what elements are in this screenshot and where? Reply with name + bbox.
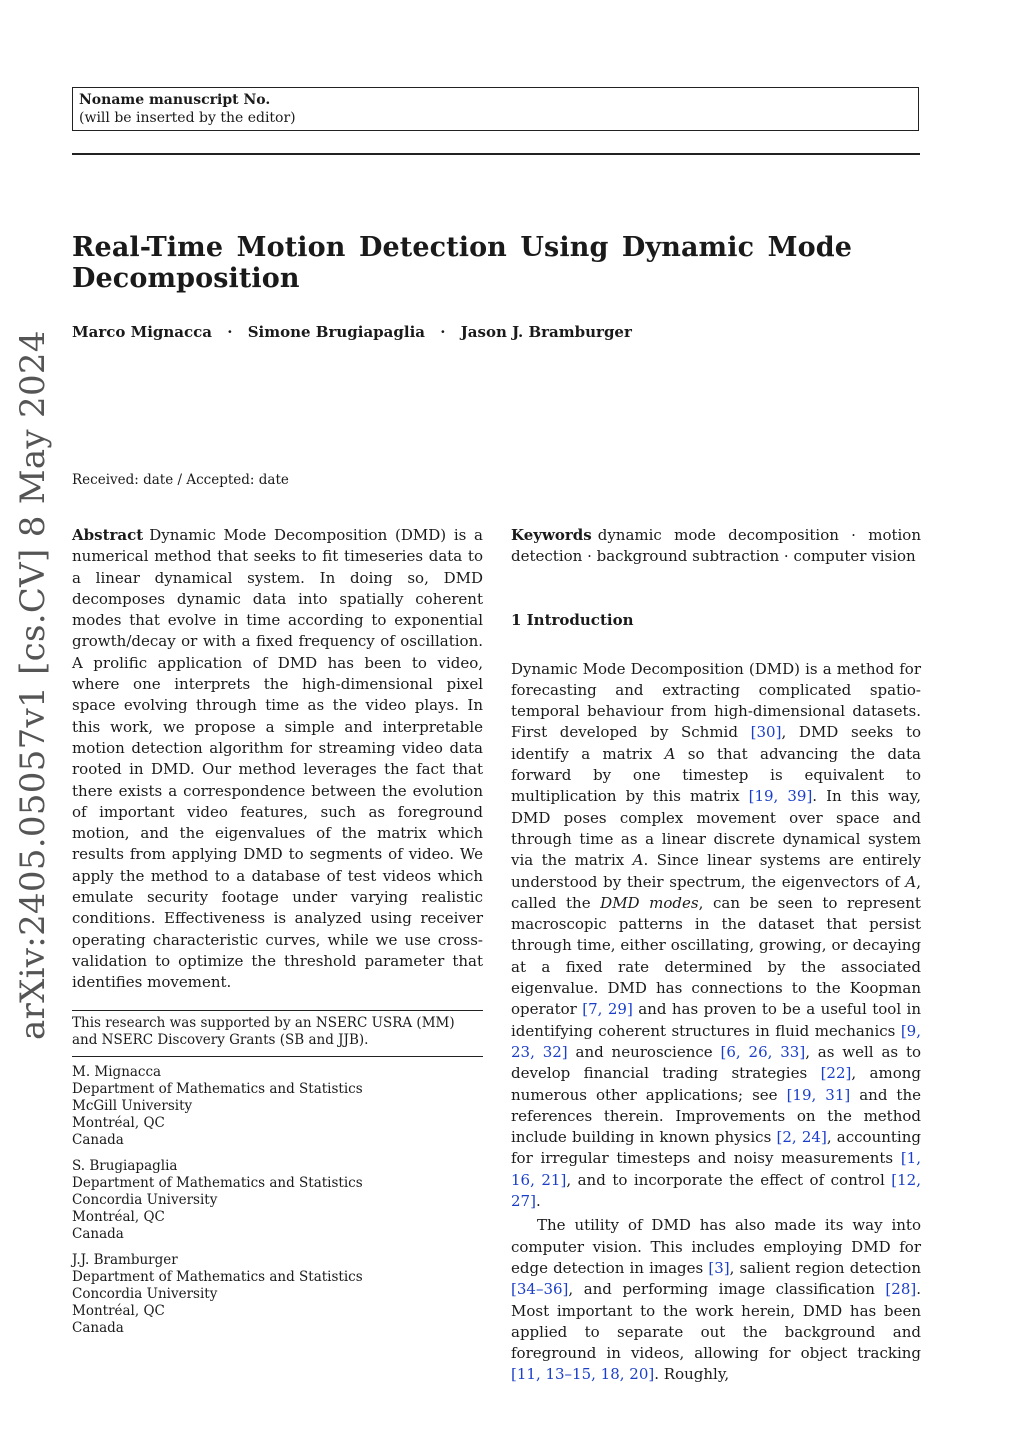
affiliation-name: M. Mignacca [72, 1063, 162, 1080]
citation-link[interactable]: [22] [820, 1064, 852, 1083]
right-column [511, 525, 921, 1386]
affiliation-country: Canada [72, 1131, 124, 1148]
text-run: , can be seen to represent macroscopic patterns in the dataset that persist through time, either oscillating, growing, or decaying at a fixed rate determined by the associated eigenvalue. DMD has connections to the Koopman operator [511, 893, 921, 1019]
citation-link[interactable]: [19, 39] [748, 787, 813, 806]
text-run: . [535, 1192, 541, 1211]
text-run: , called the [511, 872, 921, 912]
affiliation-city: Montréal, QC [72, 1208, 165, 1225]
citation-link[interactable]: [6, 26, 33] [720, 1042, 806, 1061]
text-run: and neuroscience [567, 1042, 721, 1061]
text-run: , among numerous other applications; see [511, 1064, 921, 1104]
funding-note: This research was supported by an NSERC USRA (MM) and NSERC Discovery Grants (SB and JJB). [72, 1014, 455, 1049]
manuscript-number-box [72, 87, 919, 131]
text-run: and the references therein. Improvements on the method include building in known physics [511, 1085, 921, 1147]
affiliation-country: Canada [72, 1225, 124, 1242]
footnote-rule [72, 1010, 483, 1011]
math-symbol: A [905, 872, 917, 891]
author-name: Jason J. Bramburger [460, 323, 632, 341]
received-date: Received: date / Accepted: date [72, 472, 289, 488]
text-run: , accounting for irregular timesteps and noisy measurements [511, 1128, 921, 1168]
citation-link[interactable]: [7, 29] [582, 1000, 633, 1019]
emphasis: DMD modes [600, 893, 699, 912]
author-name: Simone Brugiapaglia [247, 323, 425, 341]
affiliation-university: McGill University [72, 1097, 193, 1114]
affiliation-city: Montréal, QC [72, 1302, 165, 1319]
abstract [72, 525, 483, 994]
affiliation-block [72, 1252, 483, 1337]
math-symbol: A [632, 851, 644, 870]
affiliation-city: Montréal, QC [72, 1114, 165, 1131]
citation-link[interactable]: [2, 24] [776, 1128, 827, 1147]
math-symbol: A [664, 744, 676, 763]
intro-paragraph-2 [511, 1215, 921, 1385]
citation-link[interactable]: [11, 13–15, 18, 20] [511, 1365, 655, 1384]
keywords [511, 525, 921, 568]
author-list [72, 323, 632, 341]
affiliation-department: Department of Mathematics and Statistics [72, 1080, 363, 1097]
citation-link[interactable]: [28] [885, 1280, 917, 1299]
keywords-heading: Keywords [511, 526, 592, 544]
affiliation-department: Department of Mathematics and Statistics [72, 1268, 363, 1285]
intro-paragraph-1 [511, 659, 921, 1213]
abstract-text: Dynamic Mode Decomposition (DMD) is a numerical method that seeks to fit timeseries data to a linear dynamical system. In doing so, DMD decomposes dynamic data into spatially coherent modes that evolve in time according to exponential growth/decay or with a fixed frequency of oscillation. A prolific application of DMD has been to video, where one interprets the high-dimensional pixel space evolving through time as the video plays. In this work, we propose a simple and interpretable motion detection algorithm for streaming video data rooted in DMD. Our method leverages the fact that there exists a correspondence between the evolution of important video features, such as foreground motion, and the eigenvalues of the matrix which results from applying DMD to segments of video. We apply the method to a database of test videos which emulate security footage under varying realistic conditions. Effectiveness is analyzed using receiver operating characteristic curves, while we use cross-validation to optimize the threshold parameter that identifies movement. [72, 526, 483, 992]
affiliation-name: S. Brugiapaglia [72, 1157, 178, 1174]
text-run: . Roughly, [654, 1365, 730, 1384]
author-separator: · [227, 323, 233, 341]
left-column [72, 525, 483, 1346]
citation-link[interactable]: [1, 16, 21] [511, 1149, 921, 1189]
manuscript-number-label: Noname manuscript No. [79, 92, 271, 108]
citation-link[interactable]: [30] [750, 723, 782, 742]
affiliation-university: Concordia University [72, 1285, 218, 1302]
arxiv-identifier: arXiv:2405.05057v1 [cs.CV] 8 May 2024 [13, 330, 53, 1040]
text-run: , salient region detection [729, 1258, 921, 1277]
editor-note: (will be inserted by the editor) [79, 110, 296, 126]
text-run: , as well as to develop financial trading strategies [511, 1042, 922, 1083]
text-run: . Most important to the work herein, DMD has been applied to separate out the background and foreground in videos, allowing for object tracking [511, 1280, 921, 1363]
author-separator: · [440, 323, 446, 341]
text-run: Dynamic Mode Decomposition (DMD) is a method for forecasting and extracting complicated spatio-temporal behaviour from high-dimensional datasets. First developed by Schmid [511, 659, 921, 742]
affiliation-rule [72, 1056, 483, 1057]
author-name: Marco Mignacca [72, 323, 212, 341]
affiliation-name: J.J. Bramburger [72, 1251, 178, 1268]
affiliation-country: Canada [72, 1319, 124, 1336]
text-run: . In this way, DMD poses complex movement over space and through time as a linear discrete dynamical system via the matrix [511, 787, 921, 870]
text-run: and has proven to be a useful tool in identifying coherent structures in fluid mechanics [511, 1000, 921, 1040]
keywords-text: dynamic mode decomposition · motion detection · background subtraction · computer vision [511, 526, 921, 566]
header-rule [72, 153, 920, 155]
text-run: so that advancing the data forward by one timestep is equivalent to multiplication by this matrix [511, 744, 921, 806]
text-run: . Since linear systems are entirely understood by their spectrum, the eigenvectors of [511, 851, 922, 891]
abstract-heading: Abstract [72, 526, 144, 544]
text-run: The utility of DMD has also made its way into computer vision. This includes employing DMD for edge detection in images [511, 1216, 921, 1277]
text-run: , and performing image classification [568, 1280, 886, 1299]
affiliation-department: Department of Mathematics and Statistics [72, 1174, 363, 1191]
citation-link[interactable]: [9, 23, 32] [511, 1021, 921, 1061]
citation-link[interactable]: [3] [708, 1258, 730, 1277]
affiliation-block [72, 1158, 483, 1243]
text-run: , and to incorporate the effect of control [566, 1170, 892, 1189]
text-run: , DMD seeks to identify a matrix [511, 723, 922, 763]
section-heading-introduction: 1 Introduction [511, 610, 634, 629]
citation-link[interactable]: [12, 27] [511, 1170, 921, 1211]
affiliation-university: Concordia University [72, 1191, 218, 1208]
citation-link[interactable]: [34–36] [511, 1280, 569, 1299]
paper-title: Real-Time Motion Detection Using Dynamic Mode Decomposition [72, 232, 852, 294]
citation-link[interactable]: [19, 31] [786, 1085, 851, 1104]
affiliation-block [72, 1064, 483, 1149]
